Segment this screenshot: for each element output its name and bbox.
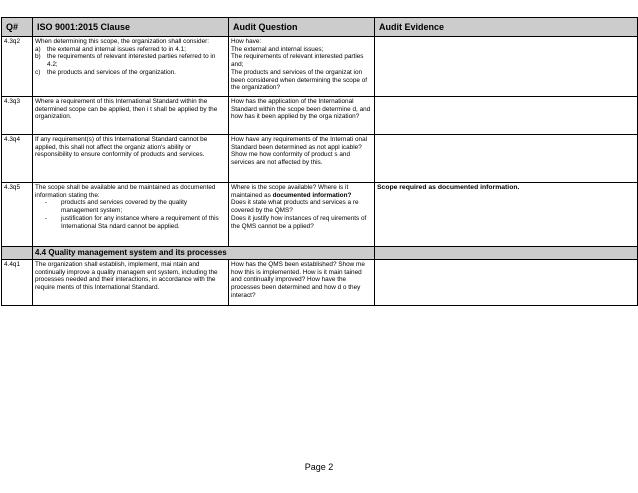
audit-question: How has the application of the International Standard within the scope been determine d, and how has it been applied by the orga nization?: [229, 97, 375, 135]
audit-question: How have any requirements of the Internati onal Standard been determined as not appl icable? Show me how conformity of product s and services are not affected by this.: [229, 135, 375, 183]
audit-evidence: [375, 37, 638, 97]
section-row: [2, 247, 638, 260]
audit-question: How has the QMS been established? Show me how this is implemented. How is it main tained and continually improved? How have the processes been determined and how d o they interact?: [229, 260, 375, 306]
q-number: 4.3q3: [2, 97, 33, 135]
list-item-text: the requirements of relevant interested parties referred to in 4.2;: [47, 53, 216, 69]
clause-intro: The scope shall be available and be maintained as documented information stating the:: [35, 184, 216, 199]
list-item-text: justification for any instance where a requirement of this International Sta ndard cannot be applied.: [61, 214, 219, 230]
clause-list-item: [35, 69, 226, 77]
clause-list: [35, 199, 226, 230]
list-marker: -: [45, 214, 48, 222]
header-q-number: Q#: [2, 18, 33, 37]
section-blank-cell: [375, 247, 638, 260]
audit-question: [229, 183, 375, 247]
table-row: [2, 37, 638, 97]
clause-list-item: [35, 53, 226, 68]
list-marker: a): [35, 45, 41, 53]
clause-list-item: [35, 46, 226, 54]
clause-cell: [33, 37, 229, 97]
clause-cell: [33, 183, 229, 247]
audit-evidence: [375, 135, 638, 183]
clause-intro: When determining this scope, the organization shall consider:: [35, 38, 210, 45]
audit-table: [1, 17, 638, 306]
question-text: Where is the scope available? Where is it maintained as: [231, 184, 349, 199]
clause-list-item: [35, 215, 226, 230]
audit-evidence: [375, 183, 638, 247]
table-row: [2, 260, 638, 306]
audit-evidence: [375, 260, 638, 306]
q-number: 4.4q1: [2, 260, 33, 306]
clause-cell: Where a requirement of this International Standard within the determined scope can be applied, then i t shall be applied by the organization.: [33, 97, 229, 135]
evidence-text: Scope required as documented information.: [377, 184, 520, 191]
question-emphasis: documented information?: [272, 191, 352, 199]
list-marker: c): [35, 68, 41, 76]
clause-list: [35, 46, 226, 77]
list-marker: -: [45, 199, 48, 207]
header-audit-question: Audit Question: [229, 18, 375, 37]
page-number: Page 2: [304, 462, 334, 472]
q-number: 4.3q4: [2, 135, 33, 183]
clause-cell: If any requirement(s) of this International Standard cannot be applied, this shall not affect the organiz ation’s ability or responsibility to ensure conformity of products and services.: [33, 135, 229, 183]
table-row: [2, 135, 638, 183]
list-item-text: the external and internal issues referred to in 4.1;: [47, 45, 186, 53]
clause-cell: The organization shall establish, implement, mai ntain and continually improve a quality managem ent system, including the processes needed and their interactions, in accordance with the require ments of this International Standard.: [33, 260, 229, 306]
audit-question: How have: The external and internal issues; The requirements of relevant interested parties and; The products and services of the organizat ion been considered when determining the scope of the organization?: [229, 37, 375, 97]
table-header-row: [2, 18, 638, 37]
header-audit-evidence: Audit Evidence: [375, 18, 638, 37]
list-marker: b): [35, 53, 41, 61]
list-item-text: products and services covered by the quality management system;: [61, 199, 188, 215]
list-item-text: the products and services of the organization.: [47, 68, 176, 76]
table-row: [2, 183, 638, 247]
section-title: 4.4 Quality management system and its processes: [33, 247, 375, 260]
table-row: [2, 97, 638, 135]
q-number: 4.3q2: [2, 37, 33, 97]
header-clause: ISO 9001:2015 Clause: [33, 18, 229, 37]
question-text: Does it state what products and services a re covered by the QMS? Does it justify how instances of req uirements of the QMS cannot be a pplied?: [231, 199, 367, 230]
audit-evidence: [375, 97, 638, 135]
section-blank-cell: [2, 247, 33, 260]
clause-list-item: [35, 199, 226, 214]
q-number: 4.3q5: [2, 183, 33, 247]
